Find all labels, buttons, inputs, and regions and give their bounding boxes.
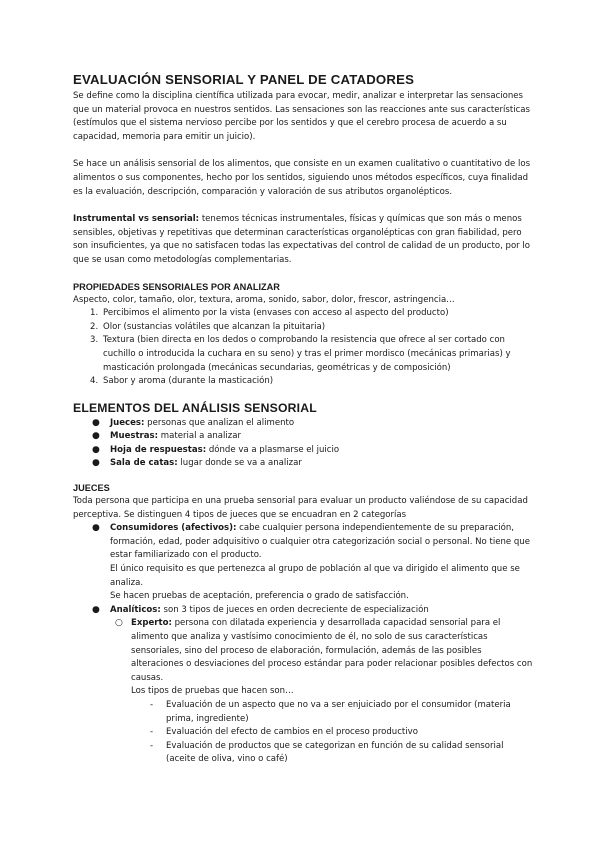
propiedades-list (73, 307, 533, 389)
item-text: personas que analizan el alimento (144, 417, 295, 428)
list-item (73, 307, 533, 321)
elementos-list (73, 417, 533, 471)
list-item-analiticos (73, 604, 533, 767)
bullet-icon: ● (92, 604, 100, 615)
list-item (73, 457, 533, 471)
list-item (73, 321, 533, 335)
page-title: EVALUACIÓN SENSORIAL Y PANEL DE CATADORES (73, 72, 415, 87)
item-text: Se hacen pruebas de aceptación, preferencia o grado de satisfacción. (110, 591, 409, 602)
bullet-icon: ● (92, 444, 100, 455)
instrumental-label: Instrumental vs sensorial: (73, 214, 200, 225)
item-number: 3. (90, 335, 99, 346)
item-label: Analíticos: (110, 604, 161, 615)
item-text: son 3 tipos de jueces en orden decreciente de especialización (160, 604, 429, 615)
list-item (73, 334, 533, 375)
item-text: dónde va a plasmarse el juicio (206, 444, 340, 455)
dash-bullet-icon: - (150, 699, 154, 710)
item-text: Sabor y aroma (durante la masticación) (103, 376, 274, 387)
analiticos-sublist (110, 617, 533, 767)
list-item (131, 740, 533, 767)
dash-bullet-icon: - (150, 727, 154, 738)
list-item-experto (110, 617, 533, 767)
jueces-list (73, 522, 533, 767)
item-text: Percibimos el alimento por la vista (envases con acceso al aspecto del producto) (103, 308, 449, 319)
item-label: Hoja de respuestas: (110, 444, 207, 455)
item-text: lugar donde se va a analizar (177, 458, 302, 469)
propiedades-lead: Aspecto, color, tamaño, olor, textura, aroma, sonido, sabor, dolor, frescor, astringencia… (73, 294, 455, 305)
item-text: persona con dilatada experiencia y desarrollada capacidad sensorial para el alimento que analiza y vastísimo conocimiento de él, no solo de sus características sensoriales, sino del proceso de elaboración, formulación, además de las posibles alteraciones o desviaciones del proceso estándar para poder relacionar posibles defectos con causas. (131, 618, 533, 683)
item-label: Sala de catas: (110, 458, 178, 469)
item-label: Jueces: (110, 417, 145, 428)
instrumental-text: tenemos técnicas instrumentales, físicas y químicas que son más o menos sensibles, objetivas y repetitivas que determinan características organolépticas con gran fiabilidad, pero son insuficientes, ya que no satisfacen todas las expectativas del control de calidad de un producto, por lo que se usan como metodologías complementarias. (73, 214, 531, 265)
intro-paragraph-1: Se define como la disciplina científica utilizada para evocar, medir, analizar e interpretar las sensaciones que un material provoca en nuestros sentidos. Las sensaciones son las reacciones ante sus características (estímulos que el sistema nervioso percibe por los sentidos y que el cerebro procesa de acuerdo a su capacidad, memoria para emitir un juicio). (73, 91, 530, 142)
item-number: 1. (90, 308, 99, 319)
bullet-icon: ● (92, 417, 100, 428)
item-text: Textura (bien directa en los dedos o comprobando la resistencia que ofrece al ser cortado con cuchillo o introducida la cuchara en su seno) y tras el primer mordisco (mecánicas primarias) y masticación prolongada (mecánicas secundarias, geométricas y de composición) (103, 335, 511, 373)
list-item (73, 375, 533, 389)
propiedades-heading: PROPIEDADES SENSORIALES POR ANALIZAR (73, 281, 280, 292)
instrumental-paragraph (73, 213, 533, 267)
item-label: Experto: (131, 618, 172, 629)
pruebas-lead: Los tipos de pruebas que hacen son… (131, 686, 294, 697)
jueces-lead: Toda persona que participa en una prueba sensorial para evaluar un producto valiéndose de su capacidad perceptiva. Se distinguen 4 tipos de jueces que se encuadran en 2 categorías (73, 496, 528, 520)
item-text: Evaluación del efecto de cambios en el proceso productivo (166, 727, 418, 738)
dash-bullet-icon: - (150, 740, 154, 751)
list-item (73, 430, 533, 444)
document-page (73, 72, 533, 767)
item-number: 4. (90, 376, 99, 387)
jueces-heading: JUECES (73, 483, 110, 494)
list-item (73, 444, 533, 458)
bullet-icon: ● (92, 523, 100, 534)
list-item-consumidores (73, 522, 533, 604)
item-number: 2. (90, 321, 99, 332)
list-item (131, 726, 533, 740)
list-item (131, 699, 533, 726)
list-item (73, 417, 533, 431)
item-label: Consumidores (afectivos): (110, 523, 237, 534)
circle-bullet-icon: ○ (115, 618, 123, 629)
intro-paragraph-2: Se hace un análisis sensorial de los alimentos, que consiste en un examen cualitativo o cuantitativo de los alimentos o sus componentes, hecho por los sentidos, siguiendo unos métodos específicos, cuya finalidad es la evaluación, descripción, comparación y valoración de sus atributos organolépticos. (73, 159, 531, 197)
bullet-icon: ● (92, 458, 100, 469)
item-text: material a analizar (158, 431, 242, 442)
item-text: Evaluación de un aspecto que no va a ser enjuiciado por el consumidor (materia prima, ingrediente) (166, 699, 511, 724)
elementos-heading: ELEMENTOS DEL ANÁLISIS SENSORIAL (73, 400, 317, 415)
pruebas-list (131, 699, 533, 767)
item-label: Muestras: (110, 431, 159, 442)
bullet-icon: ● (92, 431, 100, 442)
item-text: Evaluación de productos que se categorizan en función de su calidad sensorial (aceite de oliva, vino o café) (166, 740, 504, 765)
item-text: cabe cualquier persona independientemente de su preparación, formación, edad, poder adquisitivo o cualquier otra categorización social o personal. No tiene que estar familiarizado con el producto. (110, 523, 530, 561)
item-text: El único requisito es que pertenezca al grupo de población al que va dirigido el alimento que se analiza. (110, 564, 520, 588)
item-text: Olor (sustancias volátiles que alcanzan la pituitaria) (103, 321, 326, 332)
